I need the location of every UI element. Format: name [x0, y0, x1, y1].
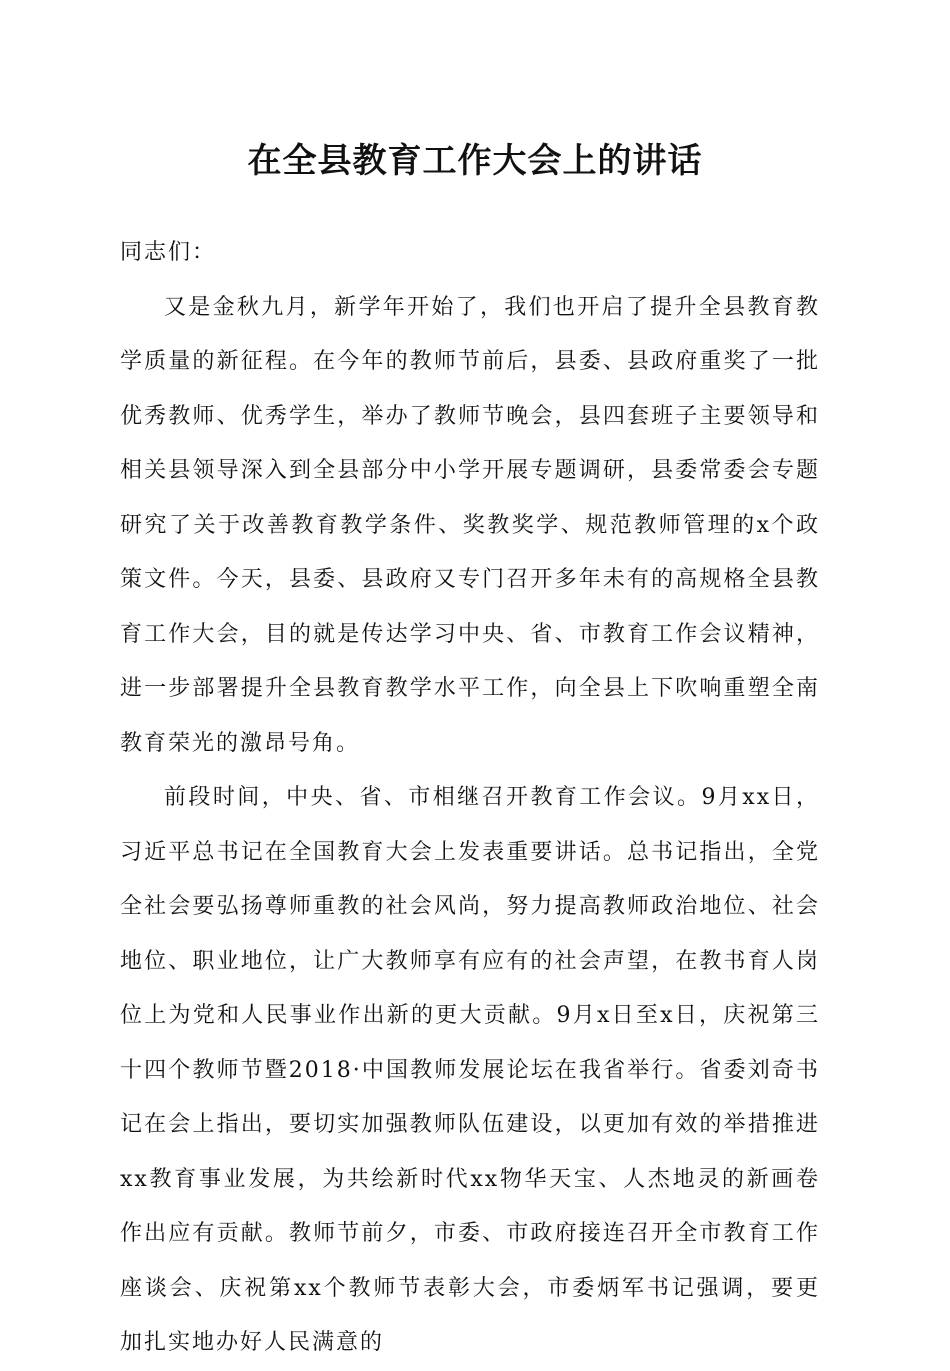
paragraph-2: 前段时间，中央、省、市相继召开教育工作会议。9月xx日，习近平总书记在全国教育大会上发表重要讲话。总书记指出，全党全社会要弘扬尊师重教的社会风尚，努力提高教师政治地位、社会地位、职业地位，让广大教师享有应有的社会声望，在教书育人岗位上为党和人民事业作出新的更大贡献。9月x日至x日，庆祝第三十四个教师节暨2018·中国教师发展论坛在我省举行。省委刘奇书记在会上指出，要切实加强教师队伍建设，以更加有效的举措推进xx教育事业发展，为共绘新时代xx物华天宝、人杰地灵的新画卷作出应有贡献。教师节前夕，市委、市政府接连召开全市教育工作座谈会、庆祝第xx个教师节表彰大会，市委炳军书记强调，要更加扎实地办好人民满意的: [120, 785, 820, 1355]
document-title: 在全县教育工作大会上的讲话: [247, 141, 703, 181]
paragraph-1: 又是金秋九月，新学年开始了，我们也开启了提升全县教育教学质量的新征程。在今年的教师节前后，县委、县政府重奖了一批优秀教师、优秀学生，举办了教师节晚会，县四套班子主要领导和相关县领导深入到全县部分中小学开展专题调研，县委常委会专题研究了关于改善教育教学条件、奖教奖学、规范教师管理的x个政策文件。今天，县委、县政府又专门召开多年未有的高规格全县教育工作大会，目的就是传达学习中央、省、市教育工作会议精神，进一步部署提升全县教育教学水平工作，向全县上下吹响重塑全南教育荣光的激昂号角。: [120, 294, 820, 756]
salutation: 同志们：: [120, 240, 217, 265]
document-body: [120, 226, 820, 1371]
